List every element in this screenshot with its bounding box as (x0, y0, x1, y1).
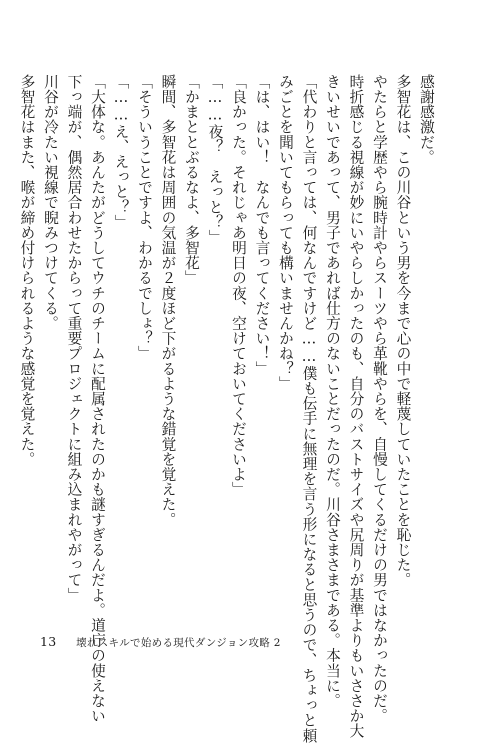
text-line: 「そういうことですよ、わかるでしょ？」 (136, 74, 153, 361)
page-number: 13 (40, 634, 57, 649)
text-line: 「……夜？ えっと？」 (206, 74, 224, 245)
text-line: 「良かった。それじゃあ明日の夜、空けておいてくださいよ」 (230, 74, 247, 497)
text-line: 「大体な。あんたがどうしてウチのチームに配属されたのかも謎すぎるんだよ。道庁の使えない (89, 74, 106, 724)
text-line: 瞬間、多智花は周囲の気温が２度ほど下がるような錯覚を覚えた。 (159, 74, 177, 527)
text-line: 川谷が冷たい視線で睨みつけてくる。 (42, 74, 59, 331)
text-line: 「は、はい！ なんでも言ってください！」 (253, 74, 271, 376)
text-line: 「……え、えっと？」 (112, 74, 130, 230)
text-line: みごとを聞いてもらっても構いませんかね？」 (277, 74, 294, 392)
page-footer (40, 634, 281, 650)
text-line: 下っ端が、偶然居合わせたからって重要プロジェクトに組み込まれやがって」 (65, 74, 83, 603)
text-line: 時折感じる視線が妙にいやらしかったのも、自分のバストサイズや尻周りが基準よりもいささか大 (347, 74, 365, 739)
text-line: きいせいであって、男子であれば仕方のないことだったのだ。川谷さまさまである。本当に。 (324, 74, 341, 709)
book-title: 壊れスキルで始める現代ダンジョン攻略 2 (76, 637, 281, 649)
text-line: 感謝感激だ。 (418, 74, 435, 165)
text-line: 多智花はまた、喉が締め付けられるような感覚を覚えた。 (18, 74, 36, 467)
text-line: 「代わりと言っては、何なんですけど……僕も伝手に無理を言う形になると思うので、ちょっと頼 (300, 74, 318, 743)
text-line: 「かまととぶるなよ、多智花」 (183, 74, 200, 286)
text-line: 多智花は、この川谷という男を今まで心の中で軽蔑していたことを恥じた。 (394, 74, 412, 588)
text-line: やたらと学歴やら腕時計やらスーツやら革靴やらを、自慢してくるだけの男ではなかったのだ。 (371, 74, 388, 724)
